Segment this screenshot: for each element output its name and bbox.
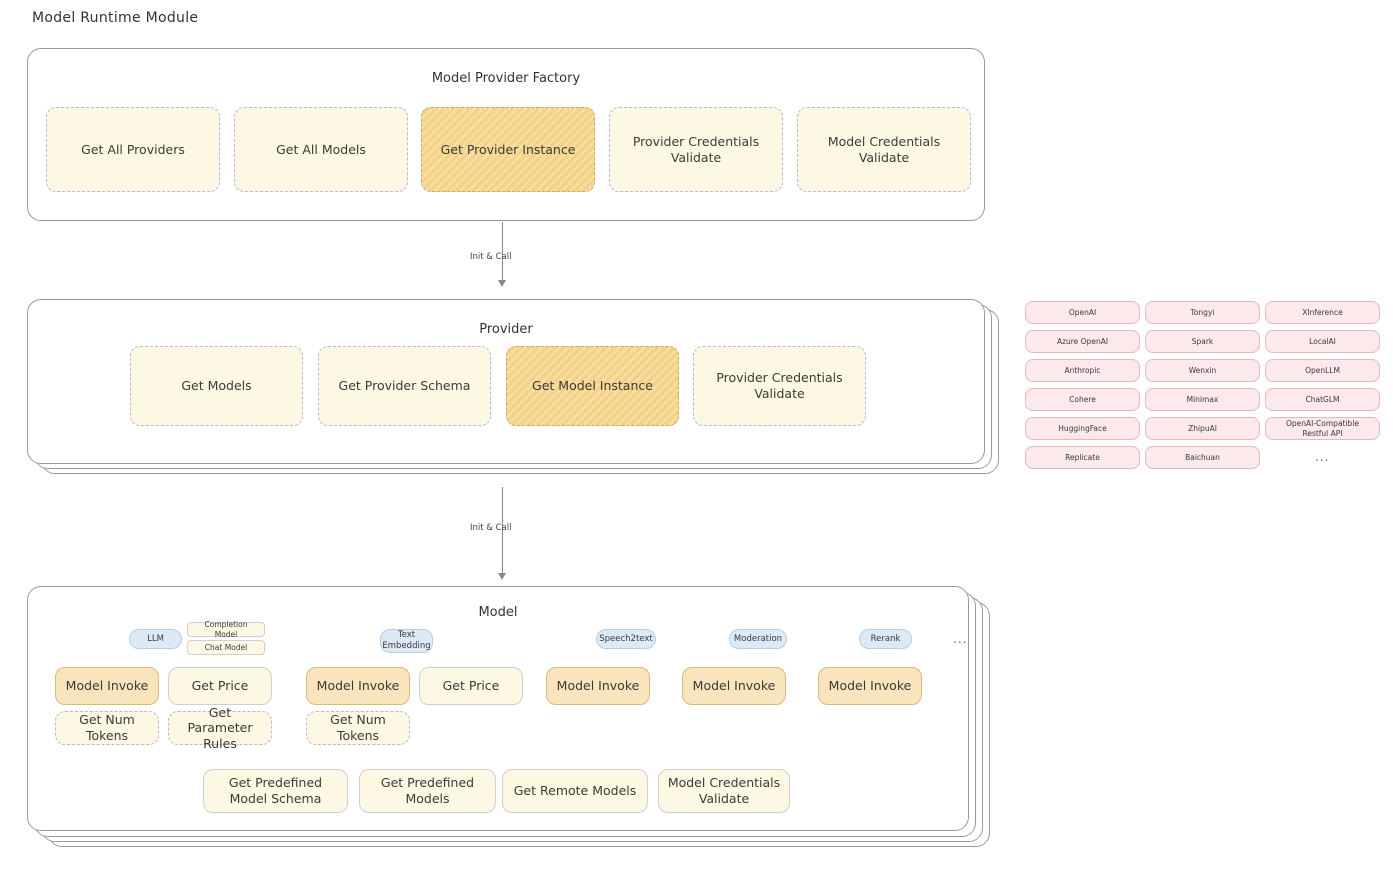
provider-chip-wenxin[interactable]: Wenxin [1145,359,1260,382]
model-types-more: ... [953,632,968,646]
model-rerank-op-model-invoke[interactable]: Model Invoke [818,667,922,705]
provider-chip-xinference[interactable]: XInference [1265,301,1380,324]
model-llm-sub-completion-model[interactable]: Completion Model [187,622,265,637]
factory-cell-get-provider-instance[interactable]: Get Provider Instance [421,107,595,192]
arrow-provider-to-model-head [498,573,506,580]
provider-chip-cohere[interactable]: Cohere [1025,388,1140,411]
provider-title: Provider [479,322,533,337]
factory-cell-provider-credentials-validate[interactable]: Provider Credentials Validate [609,107,783,192]
factory-cell-get-all-models[interactable]: Get All Models [234,107,408,192]
model-panel [27,586,969,831]
provider-chip-zhipuai[interactable]: ZhipuAI [1145,417,1260,440]
model-type-llm[interactable]: LLM [129,629,182,649]
factory-title: Model Provider Factory [431,71,581,86]
model-speech-op-model-invoke[interactable]: Model Invoke [546,667,650,705]
model-llm-sub-chat-model[interactable]: Chat Model [187,640,265,655]
provider-chip-minimax[interactable]: Minimax [1145,388,1260,411]
provider-chip-replicate[interactable]: Replicate [1025,446,1140,469]
provider-cell-get-model-instance[interactable]: Get Model Instance [506,346,679,426]
factory-cell-model-credentials-validate[interactable]: Model Credentials Validate [797,107,971,192]
model-shared-op-get-predefined-models[interactable]: Get Predefined Models [359,769,496,813]
provider-chip-tongyi[interactable]: Tongyi [1145,301,1260,324]
provider-cell-get-provider-schema[interactable]: Get Provider Schema [318,346,491,426]
arrow-factory-to-provider-label: Init & Call [470,252,512,262]
model-llm-op-get-num-tokens[interactable]: Get Num Tokens [55,711,159,745]
model-shared-op-model-credentials-validate[interactable]: Model Credentials Validate [658,769,790,813]
model-type-text-embedding[interactable]: Text Embedding [380,629,433,653]
model-type-rerank[interactable]: Rerank [859,629,912,649]
provider-list [1025,300,1380,475]
provider-cell-get-models[interactable]: Get Models [130,346,303,426]
model-shared-op-get-remote-models[interactable]: Get Remote Models [502,769,648,813]
model-moderation-op-model-invoke[interactable]: Model Invoke [682,667,786,705]
provider-list-more: ... [1315,450,1330,464]
model-title: Model [478,605,518,620]
provider-chip-openai[interactable]: OpenAI [1025,301,1140,324]
model-embedding-op-get-price[interactable]: Get Price [419,667,523,705]
arrow-provider-to-model-label: Init & Call [470,523,512,533]
provider-chip-openai-compatible-restful-api[interactable]: OpenAI-Compatible Restful API [1265,417,1380,440]
model-llm-op-get-parameter-rules[interactable]: Get Parameter Rules [168,711,272,745]
model-embedding-op-model-invoke[interactable]: Model Invoke [306,667,410,705]
arrow-factory-to-provider-head [498,280,506,287]
provider-chip-azure-openai[interactable]: Azure OpenAI [1025,330,1140,353]
model-embedding-op-get-num-tokens[interactable]: Get Num Tokens [306,711,410,745]
model-llm-op-model-invoke[interactable]: Model Invoke [55,667,159,705]
provider-chip-openllm[interactable]: OpenLLM [1265,359,1380,382]
model-llm-op-get-price[interactable]: Get Price [168,667,272,705]
provider-chip-anthropic[interactable]: Anthropic [1025,359,1140,382]
provider-cell-provider-credentials-validate[interactable]: Provider Credentials Validate [693,346,866,426]
provider-panel [27,299,985,464]
provider-chip-baichuan[interactable]: Baichuan [1145,446,1260,469]
factory-cell-get-all-providers[interactable]: Get All Providers [46,107,220,192]
provider-chip-chatglm[interactable]: ChatGLM [1265,388,1380,411]
page-title: Model Runtime Module [32,10,199,26]
provider-chip-huggingface[interactable]: HuggingFace [1025,417,1140,440]
model-provider-factory-panel [27,48,985,221]
provider-chip-localai[interactable]: LocalAI [1265,330,1380,353]
provider-chip-spark[interactable]: Spark [1145,330,1260,353]
model-shared-op-get-predefined-model-schema[interactable]: Get Predefined Model Schema [203,769,348,813]
model-type-moderation[interactable]: Moderation [729,629,787,649]
model-type-speech2text[interactable]: Speech2text [596,629,656,649]
